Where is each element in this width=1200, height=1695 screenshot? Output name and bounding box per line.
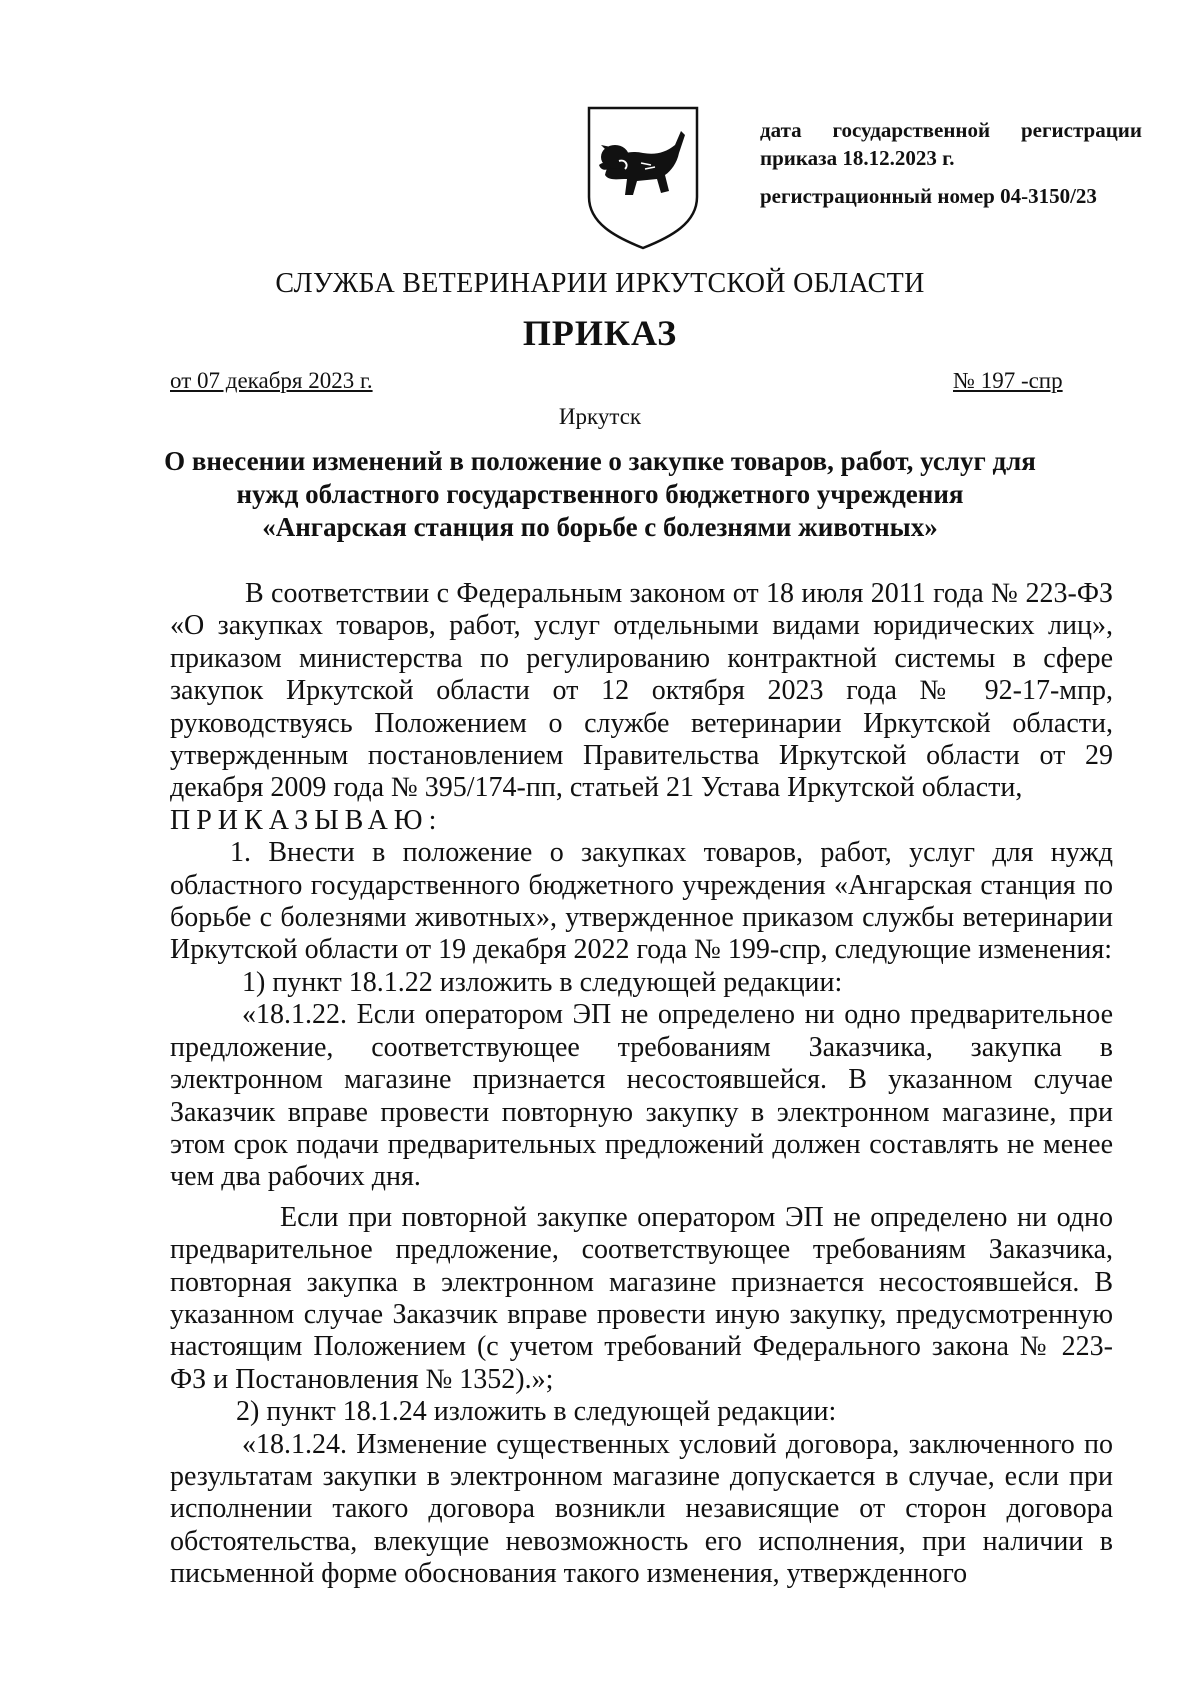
registration-number: регистрационный номер 04-3150/23 bbox=[760, 184, 1097, 208]
subject-line: О внесении изменений в положение о закупке товаров, работ, услуг для bbox=[164, 446, 1036, 476]
order-date: от 07 декабря 2023 г. bbox=[170, 368, 373, 393]
subitem-1: 1) пункт 18.1.22 изложить в следующей редакции: bbox=[242, 966, 843, 998]
quote-18-1-24: «18.1.24. Изменение существенных условий договора, заключенного по результатам закупки в электронном магазине допускается в случае, если при исполнении такого договора возникли независящие от сторон договора обстоятельства, влекущие невозможность его исполнения, при наличии в письменной форме обоснования такого изменения, утвержденного bbox=[170, 1428, 1113, 1590]
order-subject bbox=[100, 445, 1100, 544]
agency-name: СЛУЖБА ВЕТЕРИНАРИИ ИРКУТСКОЙ ОБЛАСТИ bbox=[275, 268, 925, 299]
order-title: ПРИКАЗ bbox=[522, 313, 678, 353]
item-1-paragraph: 1. Внести в положение о закупках товаров, работ, услуг для нужд областного государственного бюджетного учреждения «Ангарская станция по борьбе с болезнями животных», утвержденное приказом службы ветеринарии Иркутской области от 19 декабря 2022 года № 199-спр, следующие изменения: bbox=[170, 837, 1113, 966]
order-body bbox=[170, 578, 1113, 1591]
subject-line: нужд областного государственного бюджетного учреждения bbox=[236, 479, 964, 509]
decree-word: ПРИКАЗЫВАЮ: bbox=[170, 804, 443, 836]
quote-18-1-22-part1: «18.1.22. Если оператором ЭП не определено ни одно предварительное предложение, соответствующее требованиям Заказчика, закупка в электронном магазине признается несостоявшейся. В указанном случае Заказчик вправе провести повторную закупку в электронном магазине, при этом срок подачи предварительных предложений должен составлять не менее чем два рабочих дня. bbox=[170, 999, 1113, 1193]
subitem-2: 2) пункт 18.1.24 изложить в следующей редакции: bbox=[236, 1396, 837, 1428]
preamble-paragraph: В соответствии с Федеральным законом от 18 июля 2011 года № 223-ФЗ «О закупках товаров, работ, услуг отдельными видами юридических лиц», приказом министерства по регулированию контрактной системы в сфере закупок Иркутской области от 12 октября 2023 года № 92-17-мпр, руководствуясь Положением о службе ветеринарии Иркутской области, утвержденным постановлением Правительства Иркутской области от 29 декабря 2009 года № 395/174-пп, статьей 21 Устава Иркутской области, bbox=[170, 578, 1113, 804]
irkutsk-coat-of-arms-icon bbox=[585, 105, 701, 251]
registration-block bbox=[760, 116, 1160, 210]
subject-line: «Ангарская станция по борьбе с болезнями животных» bbox=[262, 512, 938, 542]
registration-date-value: приказа 18.12.2023 г. bbox=[760, 146, 955, 170]
city: Иркутск bbox=[558, 404, 642, 429]
quote-18-1-22-part2: Если при повторной закупке оператором ЭП не определено ни одно предварительное предложение, соответствующее требованиям Заказчика, повторная закупка в электронном магазине признается несостоявшейся. В указанном случае Заказчик вправе провести иную закупку, предусмотренную настоящим Положением (с учетом требований Федерального закона № 223-ФЗ и Постановления № 1352).»; bbox=[170, 1201, 1113, 1395]
order-number: № 197 -спр bbox=[953, 368, 1063, 393]
registration-date-label: дата государственной регистрации bbox=[760, 118, 1142, 142]
